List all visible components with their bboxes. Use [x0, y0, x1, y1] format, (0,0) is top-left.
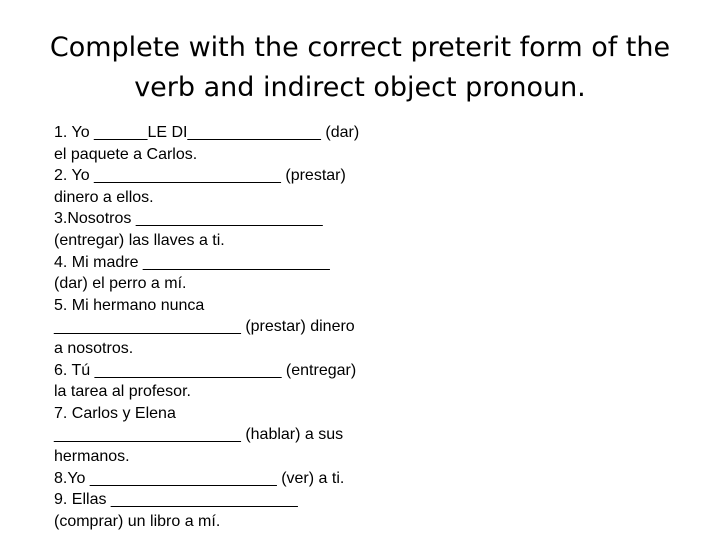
exercise-1-line-2: el paquete a Carlos. [54, 145, 198, 163]
exercise-9-line-2: (comprar) un libro a mí. [54, 512, 221, 530]
exercise-2-line-1: 2. Yo _____________________ (prestar) [54, 167, 346, 185]
exercise-list [54, 122, 414, 532]
exercise-8-line-1: 8.Yo _____________________ (ver) a ti. [54, 469, 345, 487]
exercise-5-line-1: 5. Mi hermano nunca [54, 296, 205, 314]
exercise-6-line-2: la tarea al profesor. [54, 383, 191, 401]
exercise-2-line-2: dinero a ellos. [54, 188, 154, 206]
exercise-3-line-1: 3.Nosotros _____________________ [54, 210, 323, 228]
exercise-3-line-2: (entregar) las llaves a ti. [54, 231, 225, 249]
exercise-4-line-1: 4. Mi madre _____________________ [54, 253, 330, 271]
exercise-7-line-2: _____________________ (hablar) a sus [54, 426, 344, 444]
exercise-5-line-3: a nosotros. [54, 339, 134, 357]
exercise-1-line-1: 1. Yo ______LE DI_______________ (dar) [54, 124, 360, 141]
exercise-9-line-1: 9. Ellas _____________________ [54, 491, 298, 509]
exercise-6-line-1: 6. Tú _____________________ (entregar) [54, 361, 357, 379]
exercise-7-line-3: hermanos. [54, 447, 130, 465]
exercise-4-line-2: (dar) el perro a mí. [54, 275, 187, 293]
exercise-5-line-2: _____________________ (prestar) dinero [54, 318, 355, 336]
exercise-7-line-1: 7. Carlos y Elena [54, 404, 176, 422]
slide-title: Complete with the correct preterit form of the verb and indirect object pronoun. [49, 32, 671, 103]
